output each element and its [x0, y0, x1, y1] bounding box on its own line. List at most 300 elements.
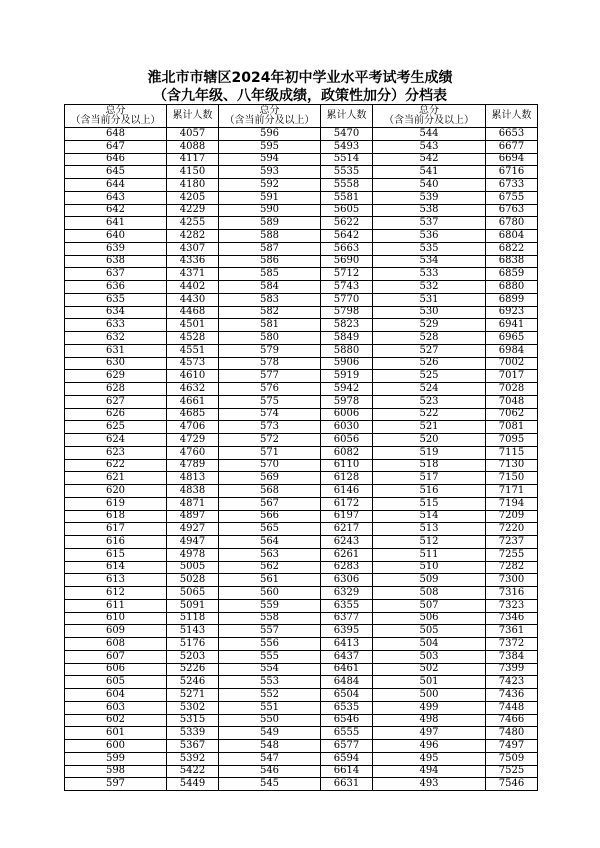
table-row — [65, 306, 538, 319]
score-cell: 604 — [65, 689, 167, 702]
count-cell: 6755 — [486, 191, 538, 204]
score-cell: 627 — [65, 395, 167, 408]
count-cell: 6082 — [321, 446, 373, 459]
table-row — [65, 191, 538, 204]
table-row — [65, 140, 538, 153]
score-cell: 596 — [219, 128, 321, 141]
count-cell: 5367 — [167, 740, 219, 753]
count-cell: 7194 — [486, 497, 538, 510]
table-row — [65, 344, 538, 357]
score-cell: 549 — [219, 727, 321, 740]
table-row — [65, 612, 538, 625]
count-cell: 6329 — [321, 587, 373, 600]
count-cell: 4255 — [167, 217, 219, 230]
table-row — [65, 446, 538, 459]
score-cell: 514 — [373, 510, 486, 523]
score-cell: 571 — [219, 446, 321, 459]
count-cell: 6733 — [486, 179, 538, 192]
table-row — [65, 370, 538, 383]
count-cell: 5770 — [321, 293, 373, 306]
count-cell: 6261 — [321, 548, 373, 561]
count-cell: 6172 — [321, 497, 373, 510]
table-row — [65, 701, 538, 714]
score-cell: 634 — [65, 306, 167, 319]
table-row — [65, 676, 538, 689]
table-row — [65, 638, 538, 651]
count-cell: 6217 — [321, 523, 373, 536]
score-cell: 510 — [373, 561, 486, 574]
score-cell: 625 — [65, 421, 167, 434]
score-cell: 509 — [373, 574, 486, 587]
count-cell: 4336 — [167, 255, 219, 268]
count-cell: 4307 — [167, 242, 219, 255]
score-cell: 598 — [65, 765, 167, 778]
score-cell: 524 — [373, 383, 486, 396]
score-cell: 561 — [219, 574, 321, 587]
score-cell: 542 — [373, 153, 486, 166]
score-cell: 610 — [65, 612, 167, 625]
score-cell: 644 — [65, 179, 167, 192]
score-cell: 560 — [219, 587, 321, 600]
score-cell: 637 — [65, 268, 167, 281]
score-cell: 497 — [373, 727, 486, 740]
score-cell: 592 — [219, 179, 321, 192]
table-row — [65, 268, 538, 281]
count-cell: 6965 — [486, 332, 538, 345]
score-cell: 525 — [373, 370, 486, 383]
score-cell: 583 — [219, 293, 321, 306]
score-cell: 599 — [65, 752, 167, 765]
table-row — [65, 421, 538, 434]
table-row — [65, 179, 538, 192]
score-cell: 620 — [65, 485, 167, 498]
score-cell: 546 — [219, 765, 321, 778]
count-cell: 4685 — [167, 408, 219, 421]
score-cell: 573 — [219, 421, 321, 434]
count-cell: 6577 — [321, 740, 373, 753]
score-cell: 612 — [65, 587, 167, 600]
score-cell: 640 — [65, 230, 167, 243]
count-cell: 4838 — [167, 485, 219, 498]
count-cell: 7017 — [486, 370, 538, 383]
score-cell: 568 — [219, 485, 321, 498]
score-cell: 521 — [373, 421, 486, 434]
table-row — [65, 510, 538, 523]
score-cell: 603 — [65, 701, 167, 714]
score-cell: 617 — [65, 523, 167, 536]
count-cell: 5203 — [167, 650, 219, 663]
score-cell: 519 — [373, 446, 486, 459]
count-cell: 7171 — [486, 485, 538, 498]
score-cell: 539 — [373, 191, 486, 204]
table-row — [65, 128, 538, 141]
count-cell: 7115 — [486, 446, 538, 459]
score-cell: 499 — [373, 701, 486, 714]
score-cell: 606 — [65, 663, 167, 676]
score-cell: 557 — [219, 625, 321, 638]
table-row — [65, 217, 538, 230]
document-subtitle: （含九年级、八年级成绩，政策性加分）分档表 — [153, 88, 447, 104]
score-cell: 506 — [373, 612, 486, 625]
count-cell: 6880 — [486, 281, 538, 294]
count-cell: 4760 — [167, 446, 219, 459]
score-cell: 635 — [65, 293, 167, 306]
count-cell: 4402 — [167, 281, 219, 294]
count-cell: 6899 — [486, 293, 538, 306]
score-cell: 523 — [373, 395, 486, 408]
count-cell: 5246 — [167, 676, 219, 689]
score-cell: 550 — [219, 714, 321, 727]
count-cell: 6056 — [321, 434, 373, 447]
score-cell: 508 — [373, 587, 486, 600]
score-cell: 531 — [373, 293, 486, 306]
count-cell: 5422 — [167, 765, 219, 778]
score-cell: 518 — [373, 459, 486, 472]
score-cell: 614 — [65, 561, 167, 574]
score-cell: 622 — [65, 459, 167, 472]
score-cell: 559 — [219, 599, 321, 612]
table-row — [65, 357, 538, 370]
score-cell: 547 — [219, 752, 321, 765]
count-cell: 5919 — [321, 370, 373, 383]
score-cell: 630 — [65, 357, 167, 370]
count-cell: 7466 — [486, 714, 538, 727]
score-cell: 581 — [219, 319, 321, 332]
count-cell: 5978 — [321, 395, 373, 408]
score-cell: 541 — [373, 166, 486, 179]
count-cell: 6763 — [486, 204, 538, 217]
count-cell: 6006 — [321, 408, 373, 421]
score-cell: 628 — [65, 383, 167, 396]
score-cell: 570 — [219, 459, 321, 472]
score-cell: 580 — [219, 332, 321, 345]
score-cell: 511 — [373, 548, 486, 561]
count-cell: 7372 — [486, 638, 538, 651]
count-cell: 6110 — [321, 459, 373, 472]
score-cell: 552 — [219, 689, 321, 702]
score-cell: 558 — [219, 612, 321, 625]
count-cell: 7209 — [486, 510, 538, 523]
count-cell: 5493 — [321, 140, 373, 153]
score-cell: 545 — [219, 778, 321, 791]
count-cell: 4468 — [167, 306, 219, 319]
count-cell: 4661 — [167, 395, 219, 408]
count-cell: 6804 — [486, 230, 538, 243]
table-row — [65, 727, 538, 740]
count-cell: 5065 — [167, 587, 219, 600]
table-row — [65, 472, 538, 485]
score-cell: 535 — [373, 242, 486, 255]
score-cell: 515 — [373, 497, 486, 510]
table-row — [65, 319, 538, 332]
count-cell: 4947 — [167, 536, 219, 549]
score-cell: 602 — [65, 714, 167, 727]
count-cell: 5581 — [321, 191, 373, 204]
score-cell: 505 — [373, 625, 486, 638]
score-cell: 642 — [65, 204, 167, 217]
score-cell: 534 — [373, 255, 486, 268]
score-cell: 574 — [219, 408, 321, 421]
score-cell: 595 — [219, 140, 321, 153]
count-cell: 6941 — [486, 319, 538, 332]
count-cell: 6923 — [486, 306, 538, 319]
count-cell: 4978 — [167, 548, 219, 561]
count-cell: 7480 — [486, 727, 538, 740]
count-cell: 5605 — [321, 204, 373, 217]
score-cell: 631 — [65, 344, 167, 357]
count-cell: 7255 — [486, 548, 538, 561]
count-column-header: 累计人数 — [321, 105, 373, 128]
count-cell: 7220 — [486, 523, 538, 536]
count-cell: 6535 — [321, 701, 373, 714]
count-cell: 5622 — [321, 217, 373, 230]
table-row — [65, 281, 538, 294]
table-row — [65, 230, 538, 243]
count-cell: 6631 — [321, 778, 373, 791]
count-cell: 5271 — [167, 689, 219, 702]
count-cell: 5906 — [321, 357, 373, 370]
count-cell: 6484 — [321, 676, 373, 689]
count-cell: 6146 — [321, 485, 373, 498]
table-row — [65, 625, 538, 638]
count-cell: 7546 — [486, 778, 538, 791]
count-cell: 4205 — [167, 191, 219, 204]
score-cell: 585 — [219, 268, 321, 281]
score-cell: 527 — [373, 344, 486, 357]
score-cell: 579 — [219, 344, 321, 357]
score-cell: 516 — [373, 485, 486, 498]
score-cell: 589 — [219, 217, 321, 230]
table-row — [65, 523, 538, 536]
table-header-row — [65, 105, 538, 128]
score-cell: 611 — [65, 599, 167, 612]
score-column-header: 总分 （含当前分及以上） — [65, 105, 167, 128]
score-column-header: 总分 （含当前分及以上） — [219, 105, 321, 128]
score-cell: 647 — [65, 140, 167, 153]
score-cell: 623 — [65, 446, 167, 459]
table-row — [65, 689, 538, 702]
count-cell: 6677 — [486, 140, 538, 153]
count-cell: 7423 — [486, 676, 538, 689]
score-cell: 618 — [65, 510, 167, 523]
count-cell: 5535 — [321, 166, 373, 179]
score-cell: 607 — [65, 650, 167, 663]
count-cell: 4897 — [167, 510, 219, 523]
score-cell: 569 — [219, 472, 321, 485]
count-cell: 6780 — [486, 217, 538, 230]
count-cell: 7525 — [486, 765, 538, 778]
score-cell: 562 — [219, 561, 321, 574]
score-cell: 543 — [373, 140, 486, 153]
score-cell: 529 — [373, 319, 486, 332]
count-cell: 6859 — [486, 268, 538, 281]
count-cell: 7448 — [486, 701, 538, 714]
score-cell: 565 — [219, 523, 321, 536]
score-cell: 645 — [65, 166, 167, 179]
document-title: 淮北市市辖区2024年初中学业水平考试考生成绩 — [147, 70, 453, 86]
count-cell: 4501 — [167, 319, 219, 332]
count-cell: 5091 — [167, 599, 219, 612]
count-cell: 7509 — [486, 752, 538, 765]
score-cell: 609 — [65, 625, 167, 638]
count-column-header: 累计人数 — [486, 105, 538, 128]
count-cell: 6546 — [321, 714, 373, 727]
score-cell: 544 — [373, 128, 486, 141]
score-cell: 587 — [219, 242, 321, 255]
count-cell: 6197 — [321, 510, 373, 523]
table-row — [65, 778, 538, 791]
score-cell: 555 — [219, 650, 321, 663]
count-cell: 4528 — [167, 332, 219, 345]
table-row — [65, 459, 538, 472]
count-cell: 4927 — [167, 523, 219, 536]
score-cell: 548 — [219, 740, 321, 753]
score-cell: 632 — [65, 332, 167, 345]
count-cell: 5798 — [321, 306, 373, 319]
score-cell: 554 — [219, 663, 321, 676]
score-cell: 540 — [373, 179, 486, 192]
count-cell: 5823 — [321, 319, 373, 332]
score-cell: 536 — [373, 230, 486, 243]
count-cell: 7282 — [486, 561, 538, 574]
count-cell: 5315 — [167, 714, 219, 727]
count-cell: 4229 — [167, 204, 219, 217]
count-cell: 6243 — [321, 536, 373, 549]
count-cell: 7028 — [486, 383, 538, 396]
count-cell: 6306 — [321, 574, 373, 587]
count-cell: 5690 — [321, 255, 373, 268]
score-cell: 563 — [219, 548, 321, 561]
score-cell: 513 — [373, 523, 486, 536]
table-row — [65, 548, 538, 561]
table-row — [65, 408, 538, 421]
score-cell: 567 — [219, 497, 321, 510]
score-cell: 646 — [65, 153, 167, 166]
score-column-header: 总分 （含当前分及以上） — [373, 105, 486, 128]
table-row — [65, 153, 538, 166]
count-cell: 5663 — [321, 242, 373, 255]
count-cell: 6555 — [321, 727, 373, 740]
score-cell: 626 — [65, 408, 167, 421]
score-cell: 495 — [373, 752, 486, 765]
score-cell: 501 — [373, 676, 486, 689]
count-cell: 4706 — [167, 421, 219, 434]
count-cell: 6461 — [321, 663, 373, 676]
table-row — [65, 536, 538, 549]
score-cell: 538 — [373, 204, 486, 217]
count-cell: 7346 — [486, 612, 538, 625]
score-cell: 522 — [373, 408, 486, 421]
count-cell: 5118 — [167, 612, 219, 625]
count-cell: 7081 — [486, 421, 538, 434]
count-cell: 4117 — [167, 153, 219, 166]
count-cell: 6413 — [321, 638, 373, 651]
table-row — [65, 204, 538, 217]
count-cell: 6128 — [321, 472, 373, 485]
score-cell: 512 — [373, 536, 486, 549]
table-row — [65, 293, 538, 306]
score-cell: 643 — [65, 191, 167, 204]
score-cell: 641 — [65, 217, 167, 230]
score-cell: 608 — [65, 638, 167, 651]
score-cell: 502 — [373, 663, 486, 676]
count-cell: 4789 — [167, 459, 219, 472]
score-cell: 503 — [373, 650, 486, 663]
table-row — [65, 242, 538, 255]
count-cell: 7130 — [486, 459, 538, 472]
count-cell: 4871 — [167, 497, 219, 510]
count-cell: 4729 — [167, 434, 219, 447]
count-cell: 7048 — [486, 395, 538, 408]
count-cell: 7399 — [486, 663, 538, 676]
count-cell: 5642 — [321, 230, 373, 243]
score-cell: 624 — [65, 434, 167, 447]
score-cell: 575 — [219, 395, 321, 408]
count-cell: 7323 — [486, 599, 538, 612]
table-row — [65, 255, 538, 268]
score-cell: 605 — [65, 676, 167, 689]
count-cell: 5743 — [321, 281, 373, 294]
score-cell: 551 — [219, 701, 321, 714]
score-cell: 582 — [219, 306, 321, 319]
count-cell: 7095 — [486, 434, 538, 447]
count-cell: 6437 — [321, 650, 373, 663]
count-cell: 5226 — [167, 663, 219, 676]
table-row — [65, 395, 538, 408]
count-cell: 6614 — [321, 765, 373, 778]
score-cell: 572 — [219, 434, 321, 447]
score-cell: 507 — [373, 599, 486, 612]
score-cell: 613 — [65, 574, 167, 587]
score-cell: 600 — [65, 740, 167, 753]
count-cell: 4610 — [167, 370, 219, 383]
table-row — [65, 497, 538, 510]
score-cell: 526 — [373, 357, 486, 370]
score-cell: 597 — [65, 778, 167, 791]
count-cell: 4632 — [167, 383, 219, 396]
score-cell: 633 — [65, 319, 167, 332]
count-cell: 5942 — [321, 383, 373, 396]
score-distribution-table — [64, 104, 538, 791]
score-cell: 615 — [65, 548, 167, 561]
count-cell: 6594 — [321, 752, 373, 765]
score-cell: 493 — [373, 778, 486, 791]
score-cell: 629 — [65, 370, 167, 383]
count-cell: 7316 — [486, 587, 538, 600]
score-cell: 616 — [65, 536, 167, 549]
table-row — [65, 434, 538, 447]
table-row — [65, 561, 538, 574]
score-cell: 594 — [219, 153, 321, 166]
table-row — [65, 663, 538, 676]
score-cell: 621 — [65, 472, 167, 485]
count-cell: 6822 — [486, 242, 538, 255]
table-row — [65, 587, 538, 600]
count-cell: 5143 — [167, 625, 219, 638]
count-cell: 4573 — [167, 357, 219, 370]
score-cell: 517 — [373, 472, 486, 485]
score-cell: 588 — [219, 230, 321, 243]
count-cell: 5176 — [167, 638, 219, 651]
count-cell: 5005 — [167, 561, 219, 574]
score-cell: 498 — [373, 714, 486, 727]
score-cell: 556 — [219, 638, 321, 651]
count-cell: 6030 — [321, 421, 373, 434]
count-column-header: 累计人数 — [167, 105, 219, 128]
count-cell: 5880 — [321, 344, 373, 357]
count-cell: 7062 — [486, 408, 538, 421]
count-cell: 6355 — [321, 599, 373, 612]
